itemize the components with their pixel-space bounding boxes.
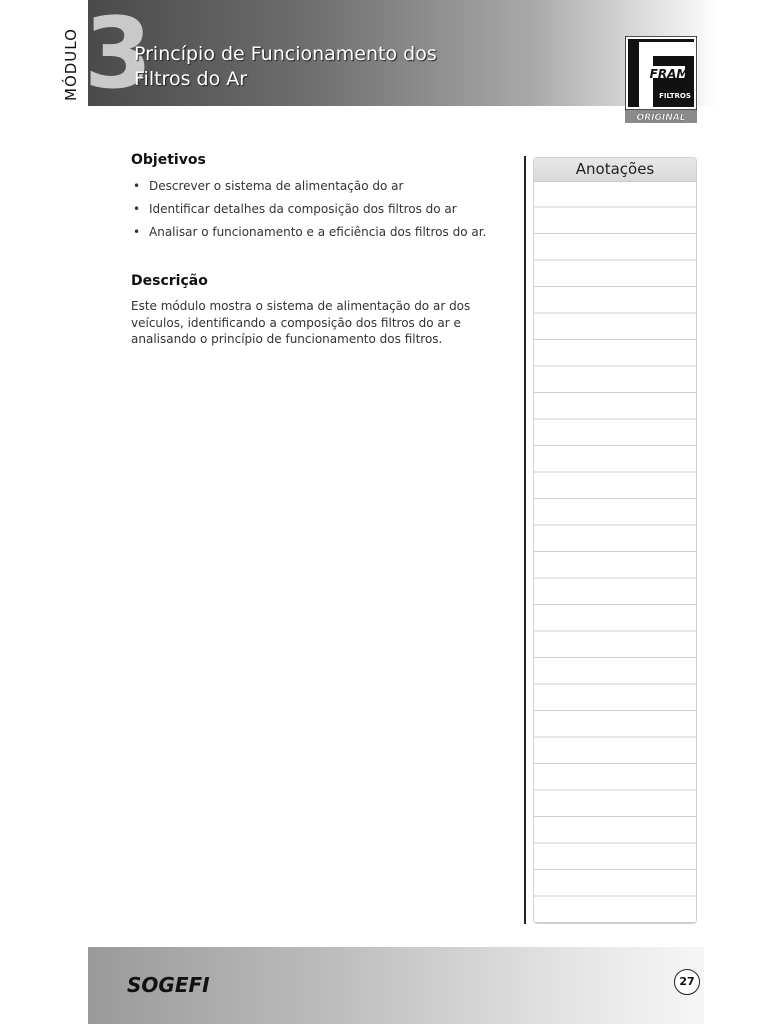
module-number: 3 xyxy=(84,0,153,111)
module-label: MÓDULO xyxy=(62,28,80,102)
objectives-list xyxy=(131,178,511,247)
description-text: Este módulo mostra o sistema de alimentação do ar dos veículos, identificando a composição dos filtros do ar e analisando o princípio de funcionamento dos filtros. xyxy=(131,299,471,346)
list-item xyxy=(131,178,511,201)
objective-text: Analisar o funcionamento e a eficiência dos filtros do ar. xyxy=(149,225,487,239)
list-item xyxy=(131,201,511,224)
bullet-icon: • xyxy=(133,179,141,193)
fram-filtros-logo xyxy=(625,36,697,126)
fram-logo-tag: ORIGINAL xyxy=(636,113,686,123)
description-heading: Descrição xyxy=(131,273,208,289)
objectives-heading: Objetivos xyxy=(131,152,206,168)
fram-logo-brand: FRAM xyxy=(649,67,689,81)
page-title xyxy=(134,42,494,92)
notes-title: Anotações xyxy=(534,158,696,182)
bullet-icon: • xyxy=(133,225,141,239)
page-title-line-1: Princípio de Funcionamento dos xyxy=(134,43,437,65)
page-number: 27 xyxy=(674,969,700,995)
page-title-line-2: Filtros do Ar xyxy=(134,68,248,90)
notes-panel[interactable] xyxy=(533,157,697,924)
list-item xyxy=(131,224,511,247)
bullet-icon: • xyxy=(133,202,141,216)
sogefi-logo: SOGEFI xyxy=(127,973,210,997)
objective-text: Descrever o sistema de alimentação do ar xyxy=(149,179,404,193)
fram-logo-sub: FILTROS xyxy=(659,92,691,100)
objective-text: Identificar detalhes da composição dos filtros do ar xyxy=(149,202,457,216)
column-divider xyxy=(524,156,526,924)
